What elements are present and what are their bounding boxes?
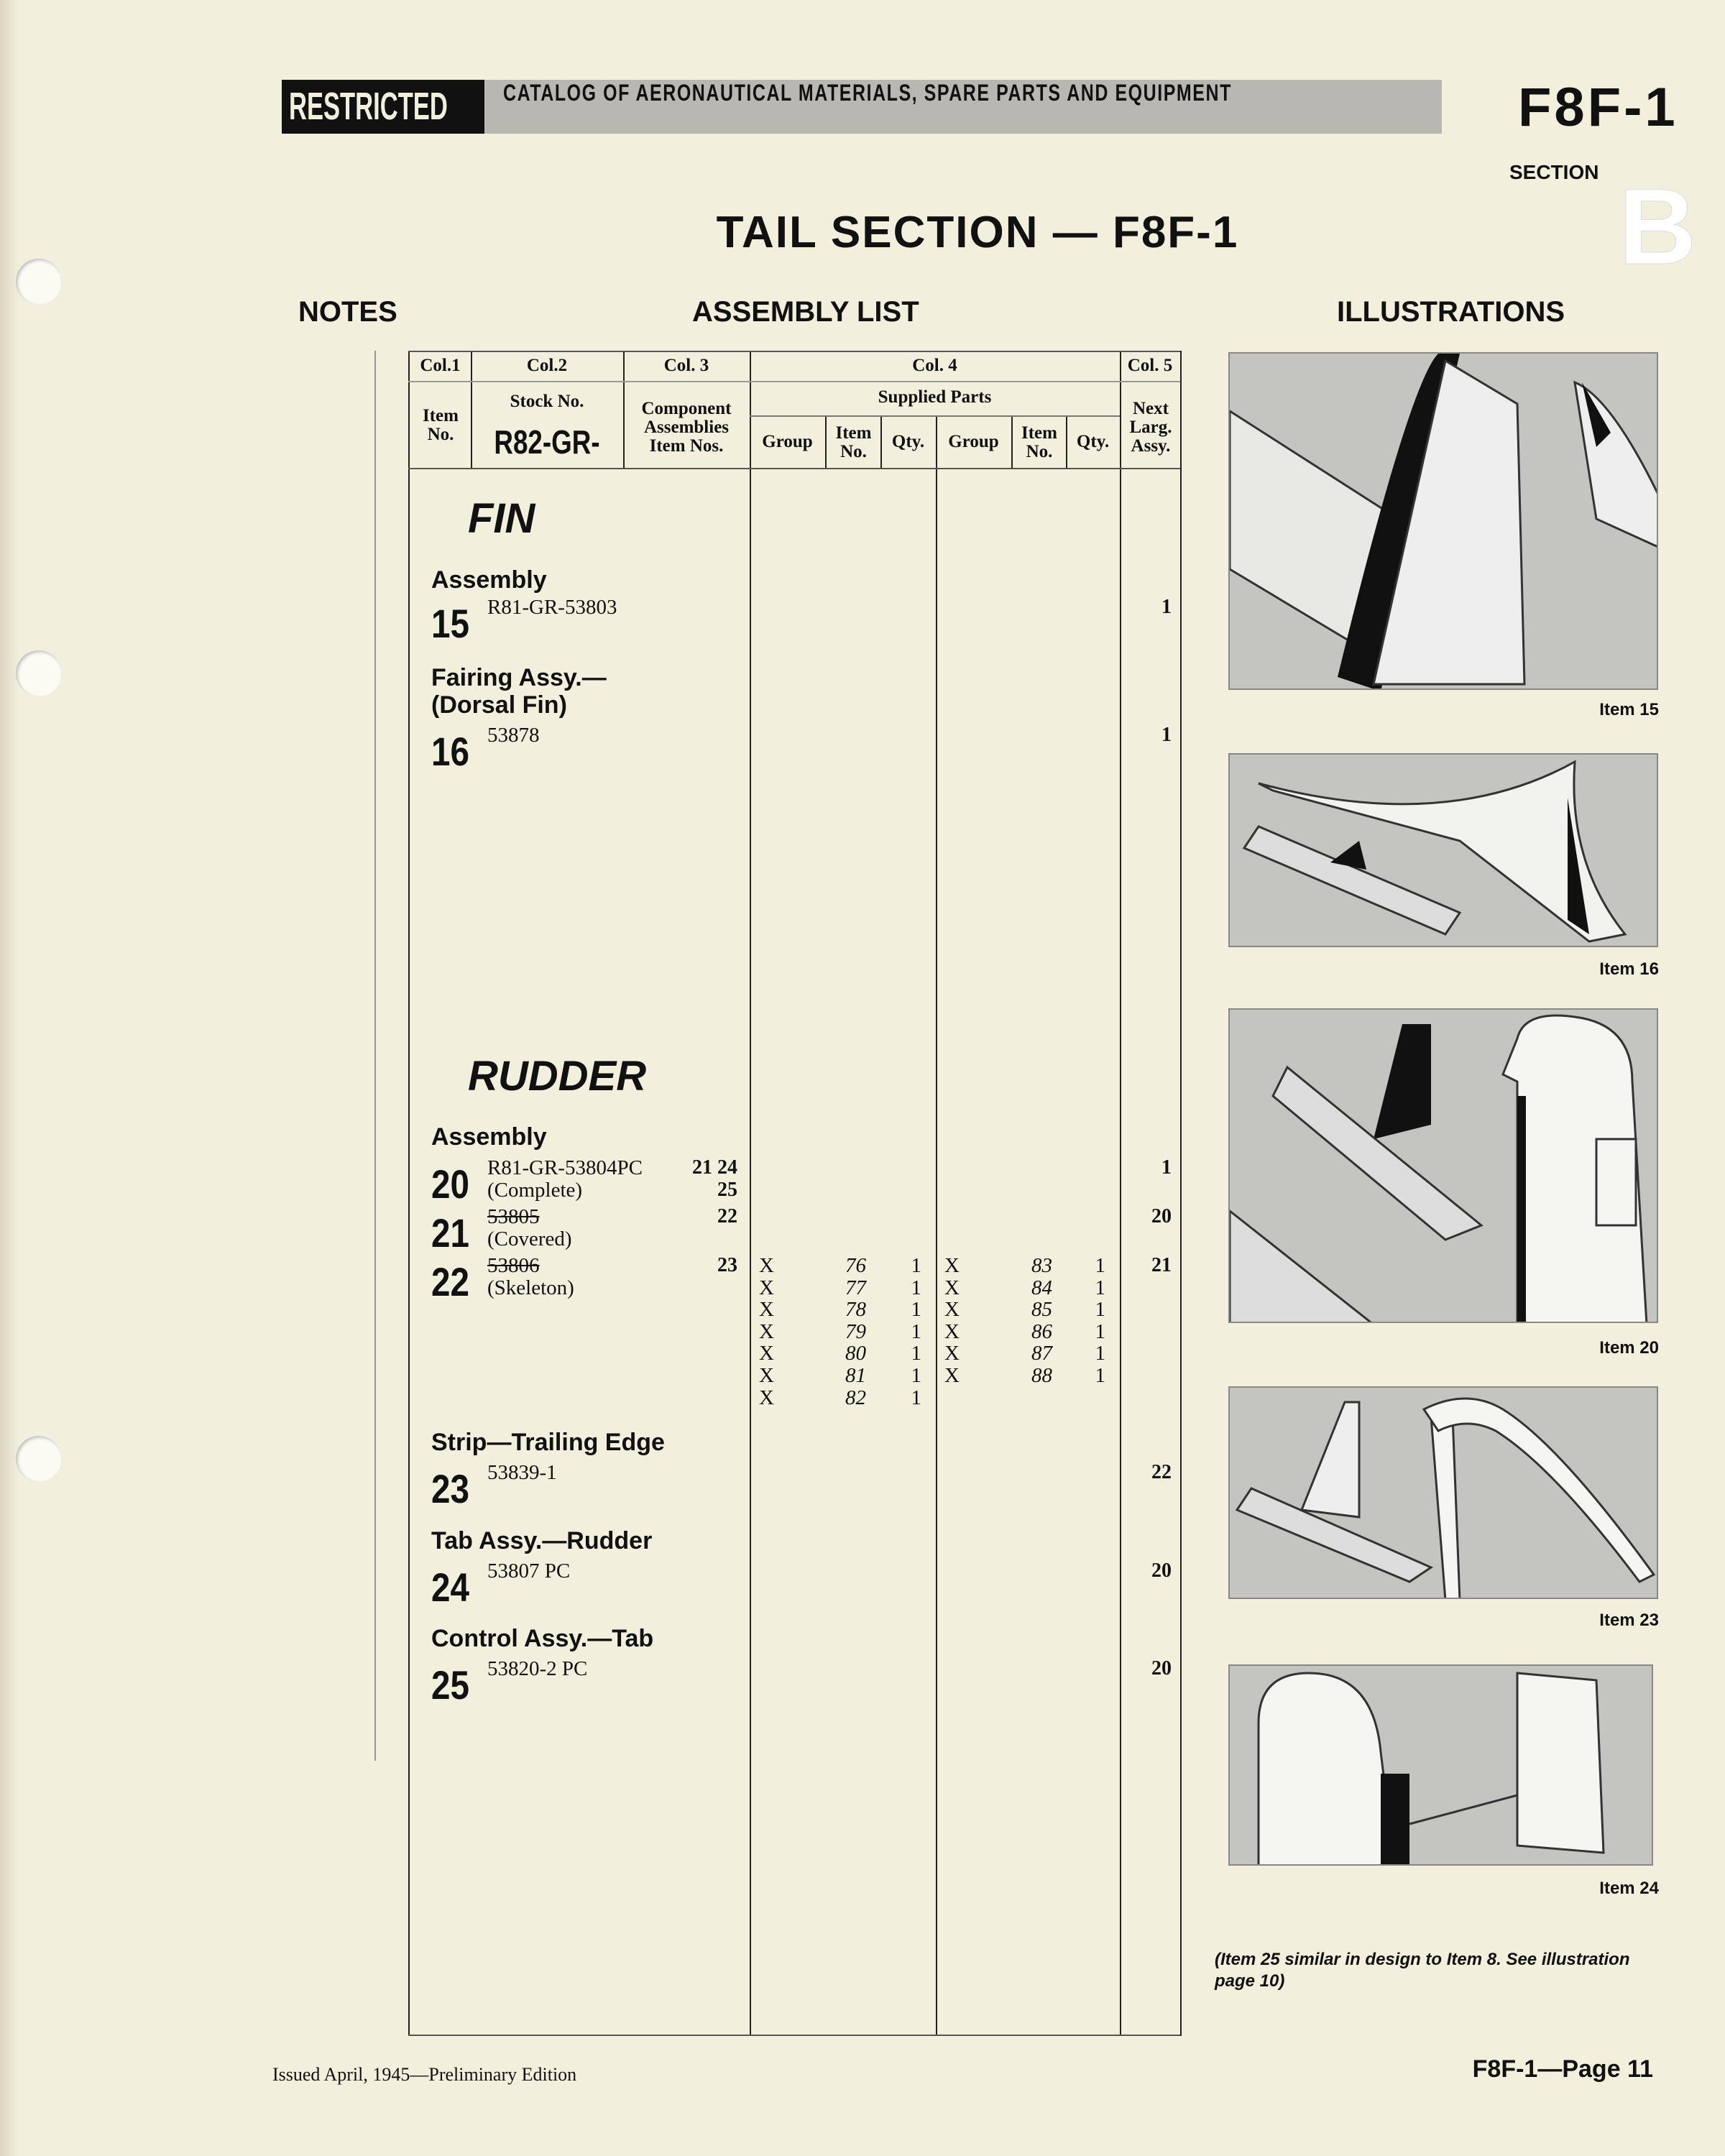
group-mark: X: [944, 1254, 960, 1277]
col1-header: Col.1: [420, 356, 461, 375]
item-description: (Complete): [487, 1179, 583, 1202]
component-items: 22: [717, 1205, 737, 1227]
item-number: 22: [431, 1259, 469, 1304]
supplied-item-no: 83: [1031, 1254, 1052, 1277]
supplied-item-no: 82: [845, 1386, 866, 1409]
next-larger-assembly: 21: [1151, 1254, 1172, 1276]
item-no-sub-header: Item No.: [1021, 423, 1057, 461]
issued-footer: Issued April, 1945—Preliminary Edition: [272, 2064, 577, 2085]
stock-prefix: R82-GR-: [494, 423, 600, 461]
supplied-qty: 1: [911, 1364, 921, 1387]
supplied-qty: 1: [1095, 1319, 1105, 1343]
illustration-item-20: [1228, 1008, 1658, 1323]
component-header: Component Assemblies Item Nos.: [641, 399, 732, 456]
supplied-item-no: 88: [1031, 1364, 1052, 1387]
group-mark: X: [944, 1298, 960, 1322]
supplied-qty: 1: [1095, 1364, 1105, 1387]
supplied-item-no: 78: [845, 1298, 866, 1322]
rudder-heading: RUDDER: [468, 1053, 647, 1100]
group-mark: X: [759, 1364, 774, 1387]
supplied-item-no: 79: [845, 1319, 866, 1343]
item-heading: Tab Assy.—Rudder: [431, 1527, 653, 1554]
page-number: F8F-1—Page 11: [1472, 2055, 1653, 2083]
next-larger-assembly: 20: [1151, 1657, 1172, 1680]
illustration-caption: Item 23: [1599, 1611, 1659, 1630]
stock-no-header: Stock No.: [510, 392, 584, 411]
supplied-qty: 1: [911, 1276, 921, 1299]
stock-number: R81-GR-53804PC: [487, 1156, 643, 1179]
supplied-item-no: 77: [845, 1276, 866, 1299]
group-mark: X: [759, 1298, 774, 1322]
supplied-item-no: 80: [845, 1342, 866, 1365]
supplied-qty: 1: [1095, 1254, 1105, 1277]
catalog-title: CATALOG OF AERONAUTICAL MATERIALS, SPARE PARTS AND EQUIPMENT: [503, 80, 1232, 106]
item-heading: Fairing Assy.—: [431, 664, 607, 691]
item-number: 24: [431, 1565, 469, 1610]
illustrations-heading: ILLUSTRATIONS: [1337, 296, 1565, 328]
group-mark: X: [759, 1276, 774, 1299]
item-no-sub-header: Item No.: [835, 423, 872, 461]
stock-number: R81-GR-53803: [487, 596, 617, 619]
supplied-item-no: 81: [845, 1364, 866, 1387]
illustration-item-16: [1228, 753, 1658, 947]
next-assy-header: Next Larg. Assy.: [1129, 399, 1172, 456]
col3-header: Col. 3: [663, 356, 709, 375]
item-heading: Control Assy.—Tab: [431, 1625, 654, 1652]
group-header: Group: [948, 432, 999, 451]
next-larger-assembly: 1: [1162, 596, 1172, 618]
illustration-note: (Item 25 similar in design to Item 8. See illustration page 10): [1215, 1950, 1630, 1991]
page-edge: [0, 0, 19, 2156]
item-number: 21: [431, 1210, 469, 1256]
supplied-qty: 1: [911, 1386, 921, 1409]
supplied-qty: 1: [1095, 1276, 1105, 1299]
item-heading: (Dorsal Fin): [431, 691, 567, 719]
page-title: TAIL SECTION — F8F-1: [716, 208, 1239, 257]
component-items: 25: [717, 1179, 737, 1201]
supplied-parts-header: Supplied Parts: [878, 387, 992, 407]
supplied-item-no: 85: [1031, 1298, 1052, 1322]
qty-header: Qty.: [1076, 432, 1110, 451]
binder-hole: [16, 259, 62, 305]
model-label: F8F-1: [1518, 77, 1678, 138]
illustration-caption: Item 20: [1599, 1338, 1659, 1358]
supplied-qty: 1: [911, 1298, 921, 1322]
group-mark: X: [944, 1364, 960, 1387]
binder-hole: [16, 1436, 62, 1482]
illustration-item-24: [1228, 1664, 1653, 1866]
supplied-qty: 1: [911, 1254, 921, 1277]
illustration-caption: Item 16: [1599, 959, 1659, 979]
section-letter: B: [1619, 166, 1697, 287]
next-larger-assembly: 1: [1162, 1156, 1172, 1179]
illustration-item-23: [1228, 1386, 1658, 1599]
item-number: 16: [431, 729, 469, 774]
col2-header: Col.2: [526, 356, 568, 375]
stock-number: 53839-1: [487, 1461, 557, 1484]
supplied-qty: 1: [911, 1319, 921, 1343]
item-number: 20: [431, 1161, 469, 1207]
item-description: (Covered): [487, 1227, 572, 1250]
group-mark: X: [944, 1276, 960, 1299]
section-label: SECTION: [1509, 161, 1599, 183]
item-number: 25: [431, 1662, 469, 1708]
qty-header: Qty.: [891, 432, 925, 451]
supplied-qty: 1: [1095, 1298, 1105, 1322]
item-number: 23: [431, 1466, 469, 1511]
item-description: (Skeleton): [487, 1276, 574, 1299]
item-no-header: Item No.: [423, 406, 459, 444]
restricted-label: RESTRICTED: [289, 85, 448, 128]
assembly-list-heading: ASSEMBLY LIST: [692, 296, 919, 328]
group-mark: X: [759, 1386, 774, 1409]
component-items: 23: [717, 1254, 737, 1276]
group-mark: X: [759, 1342, 774, 1365]
item-heading: Assembly: [431, 1123, 547, 1151]
group-mark: X: [944, 1319, 960, 1343]
stock-number: 53807 PC: [487, 1560, 571, 1583]
illustration-caption: Item 15: [1599, 700, 1659, 719]
next-larger-assembly: 1: [1162, 724, 1172, 746]
item-heading: Assembly: [431, 566, 547, 594]
next-larger-assembly: 20: [1151, 1560, 1172, 1582]
fin-heading: FIN: [468, 495, 535, 542]
supplied-qty: 1: [1095, 1342, 1105, 1365]
group-header: Group: [762, 432, 813, 451]
illustration-caption: Item 24: [1599, 1879, 1659, 1898]
group-mark: X: [759, 1319, 774, 1343]
stock-number: 53806: [487, 1254, 540, 1277]
supplied-item-no: 84: [1031, 1276, 1052, 1299]
supplied-item-no: 86: [1031, 1319, 1052, 1343]
item-heading: Strip—Trailing Edge: [431, 1429, 665, 1456]
item-number: 15: [431, 601, 469, 646]
col5-header: Col. 5: [1127, 356, 1173, 375]
stock-number: 53820-2 PC: [487, 1657, 588, 1680]
illustration-item-15: [1228, 352, 1658, 690]
next-larger-assembly: 20: [1151, 1205, 1172, 1227]
group-mark: X: [944, 1342, 960, 1365]
stock-number: 53805: [487, 1205, 540, 1228]
binder-hole: [16, 650, 62, 696]
supplied-item-no: 76: [845, 1254, 866, 1277]
group-mark: X: [759, 1254, 774, 1277]
col4-header: Col. 4: [912, 356, 957, 375]
next-larger-assembly: 22: [1151, 1461, 1172, 1483]
supplied-qty: 1: [911, 1342, 921, 1365]
stock-number: 53878: [487, 724, 540, 747]
notes-heading: NOTES: [298, 296, 397, 328]
component-items: 21 24: [692, 1156, 737, 1179]
supplied-item-no: 87: [1031, 1342, 1052, 1365]
